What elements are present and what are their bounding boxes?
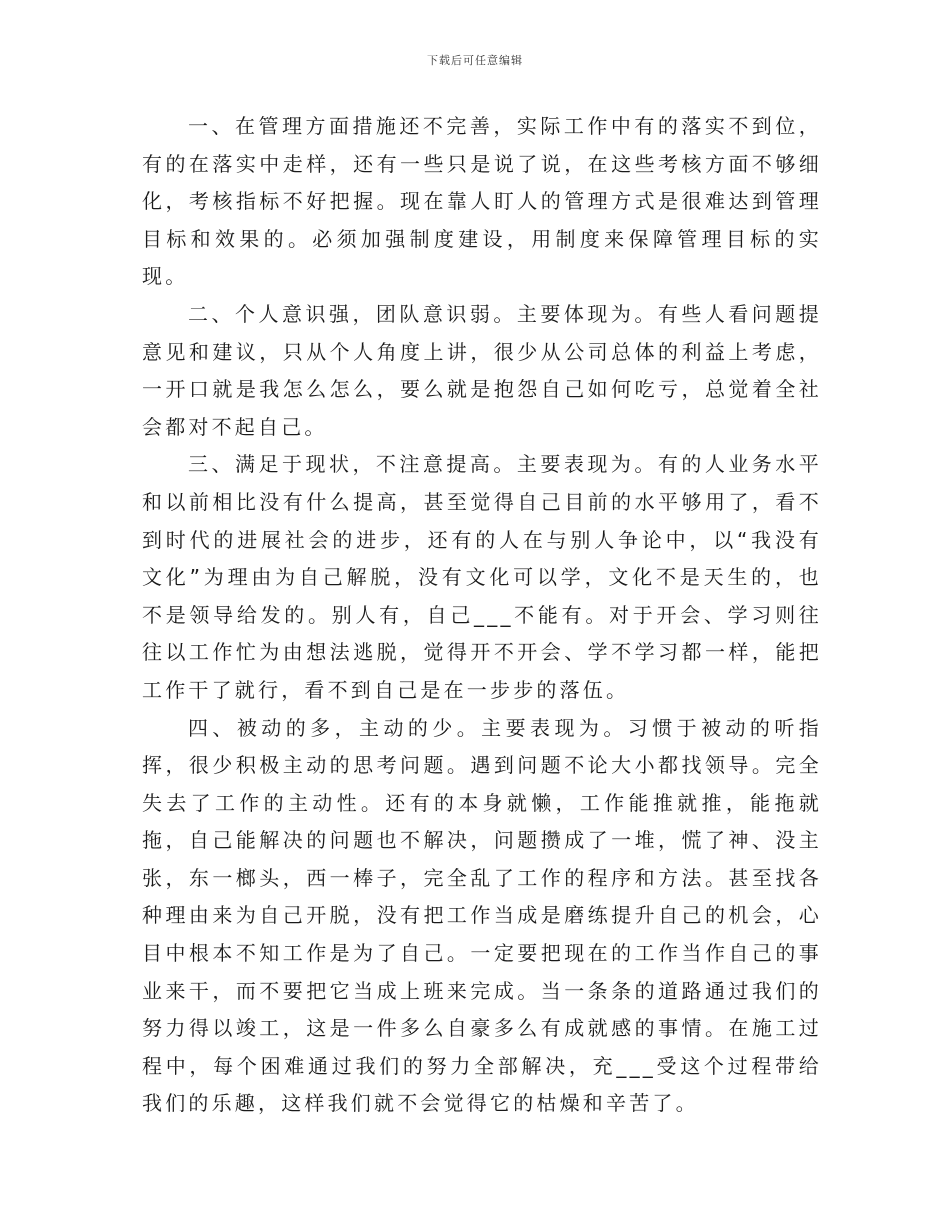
paragraph-1: 一、在管理方面措施还不完善，实际工作中有的落实不到位，有的在落实中走样，还有一些只是说了说，在这些考核方面不够细化，考核指标不好把握。现在靠人盯人的管理方式是很难达到管理目标和效果的。必须加强制度建设，用制度来保障管理目标的实现。	[142, 114, 822, 289]
document-body	[142, 108, 822, 1123]
paragraph-4: 四、被动的多，主动的少。主要表现为。习惯于被动的听指挥，很少积极主动的思考问题。遇到问题不论大小都找领导。完全失去了工作的主动性。还有的本身就懒，工作能推就推，能拖就拖，自己能解决的问题也不解决，问题攒成了一堆，慌了神、没主张，东一榔头，西一棒子，完全乱了工作的程序和方法。甚至找各种理由来为自己开脱，没有把工作当成是磨练提升自己的机会，心目中根本不知工作是为了自己。一定要把现在的工作当作自己的事业来干，而不要把它当成上班来完成。当一条条的道路通过我们的努力得以竣工，这是一件多么自豪多么有成就感的事情。在施工过程中，每个困难通过我们的努力全部解决，充___受这个过程带给我们的乐趣，这样我们就不会觉得它的枯燥和辛苦了。	[142, 715, 822, 1116]
paragraph-3: 三、满足于现状，不注意提高。主要表现为。有的人业务水平和以前相比没有什么提高，甚至觉得自己目前的水平够用了，看不到时代的进展社会的进步，还有的人在与别人争论中，以“我没有文化”为理由为自己解脱，没有文化可以学，文化不是天生的，也不是领导给发的。别人有，自己___不能有。对于开会、学习则往往以工作忙为由想法逃脱，觉得开不开会、学不学习都一样，能把工作干了就行，看不到自己是在一步步的落伍。	[142, 452, 822, 702]
page-header-note: 下载后可任意编辑	[427, 54, 523, 67]
paragraph-2: 二、个人意识强，团队意识弱。主要体现为。有些人看问题提意见和建议，只从个人角度上讲，很少从公司总体的利益上考虑，一开口就是我怎么怎么，要么就是抱怨自己如何吃亏，总觉着全社会都对不起自己。	[142, 301, 822, 439]
